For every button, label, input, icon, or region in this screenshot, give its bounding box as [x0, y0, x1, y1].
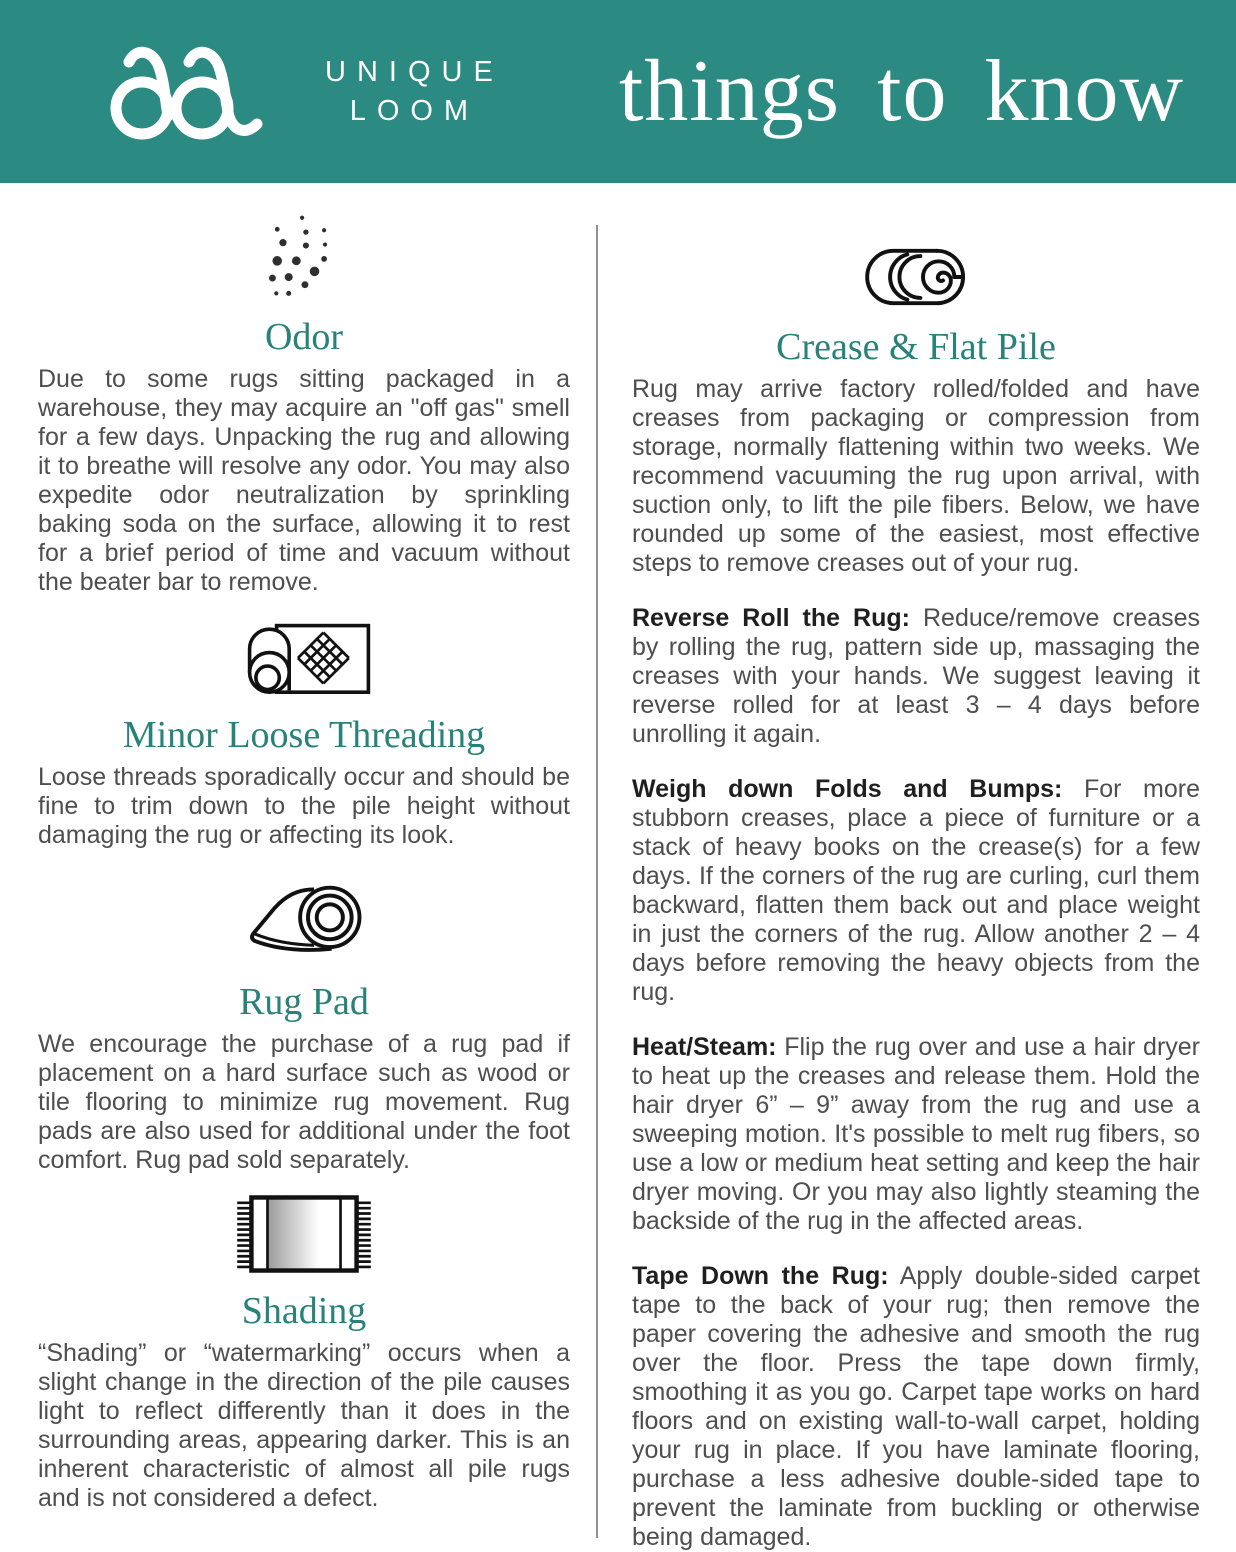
- tip-label: Reverse Roll the Rug:: [632, 604, 910, 632]
- header-banner: [0, 0, 1236, 183]
- tip-reverse-roll: [632, 604, 1200, 749]
- section-body: We encourage the purchase of a rug pad if placement on a hard surface such as wood or tile flooring to minimize rug movement. Rug pads are also used for additional under the foot comfort. Rug pad sold separately.: [38, 1030, 570, 1174]
- section-body: Loose threads sporadically occur and should be fine to trim down to the pile height without damaging the rug or affecting its look.: [38, 763, 570, 849]
- section-body: Rug may arrive factory rolled/folded and have creases from packaging or compression from storage, normally flattening within two weeks. We recommend vacuuming the rug upon arrival, with suction only, to lift the pile fibers. Below, we have rounded up some of the easiest, most effective steps to remove creases out of your rug.: [632, 375, 1200, 577]
- page-title: things to know: [618, 43, 1184, 140]
- section-heading: Rug Pad: [239, 981, 369, 1023]
- odor-particles-icon: [38, 213, 570, 301]
- shaded-rug-icon: [38, 1185, 570, 1283]
- tip-label: Heat/Steam:: [632, 1033, 777, 1061]
- section-body: “Shading” or “watermarking” occurs when a slight change in the direction of the pile causes light to reflect differently than it does in the surrounding areas, appearing darker. This is an inherent characteristic of almost all pile rugs and is not considered a defect.: [38, 1339, 570, 1512]
- tip-body: Apply double-sided carpet tape to the back of your rug; then remove the paper covering the adhesive and smooth the rug over the floor. Press the tape down firmly, smoothing it as you go. Carpet tape works on hard floors and on existing wall-to-wall carpet, holding your rug in place. If you have laminate flooring, purchase a less adhesive double-sided tape to prevent the laminate from buckling or otherwise being damaged.: [632, 1262, 1201, 1551]
- rug-pad-roll-icon: [38, 872, 570, 968]
- tip-heat-steam: [632, 1033, 1200, 1236]
- section-rug-pad: [38, 872, 570, 1175]
- left-column: [38, 183, 570, 1552]
- brand-wordmark: [325, 53, 504, 131]
- tip-body: Reduce/remove creases by rolling the rug, pattern side up, massaging the creases with your hands. We suggest leaving it reverse rolled for at least 3 – 4 days before unrolling it again.: [632, 604, 1201, 748]
- content-area: [0, 183, 1236, 1552]
- section-heading: Odor: [264, 316, 344, 358]
- right-column: [632, 183, 1200, 1552]
- brand-line-unique: UNIQUE: [325, 55, 504, 88]
- tip-label: Tape Down the Rug:: [632, 1262, 889, 1290]
- section-heading: Crease & Flat Pile: [776, 326, 1056, 368]
- column-divider: [596, 225, 598, 1538]
- section-heading: Shading: [241, 1290, 367, 1332]
- brand-logo-group: [98, 36, 504, 148]
- rolled-rug-end-icon: [632, 243, 1200, 311]
- rolled-rug-threads-icon: [38, 613, 570, 703]
- tip-body: For more stubborn creases, place a piece of furniture or a stack of heavy books on the crease(s) for a few days. If the corners of the rug are curling, curl them backward, flatten them back out and place weight in just the corners of the rug. Allow another 2 – 4 days before removing the heavy objects from the rug.: [632, 775, 1201, 1006]
- brand-line-loom: LOOM: [349, 94, 480, 127]
- section-minor-loose-threading: [38, 613, 570, 850]
- section-heading: Minor Loose Threading: [122, 714, 486, 756]
- section-odor: [38, 213, 570, 597]
- tip-weigh-down: [632, 775, 1200, 1007]
- section-crease-flat-pile: [632, 243, 1200, 578]
- section-shading: [38, 1185, 570, 1513]
- section-body: Due to some rugs sitting packaged in a warehouse, they may acquire an "off gas" smell for a few days. Unpacking the rug and allowing it to breathe will resolve any odor. You may also expedite odor neutralization by sprinkling baking soda on the surface, allowing it to rest for a brief period of time and vacuum without the beater bar to remove.: [38, 365, 570, 596]
- tip-label: Weigh down Folds and Bumps:: [632, 775, 1063, 803]
- tip-tape-down: [632, 1262, 1200, 1552]
- unique-loom-logo-icon: [98, 36, 303, 148]
- tip-body: Flip the rug over and use a hair dryer to heat up the creases and release them. Hold the hair dryer 6” – 9” away from the rug and use a sweeping motion. It's possible to melt rug fibers, so use a low or medium heat setting and keep the hair dryer moving. Or you may also lightly steaming the backside of the rug in the affected areas.: [632, 1033, 1200, 1235]
